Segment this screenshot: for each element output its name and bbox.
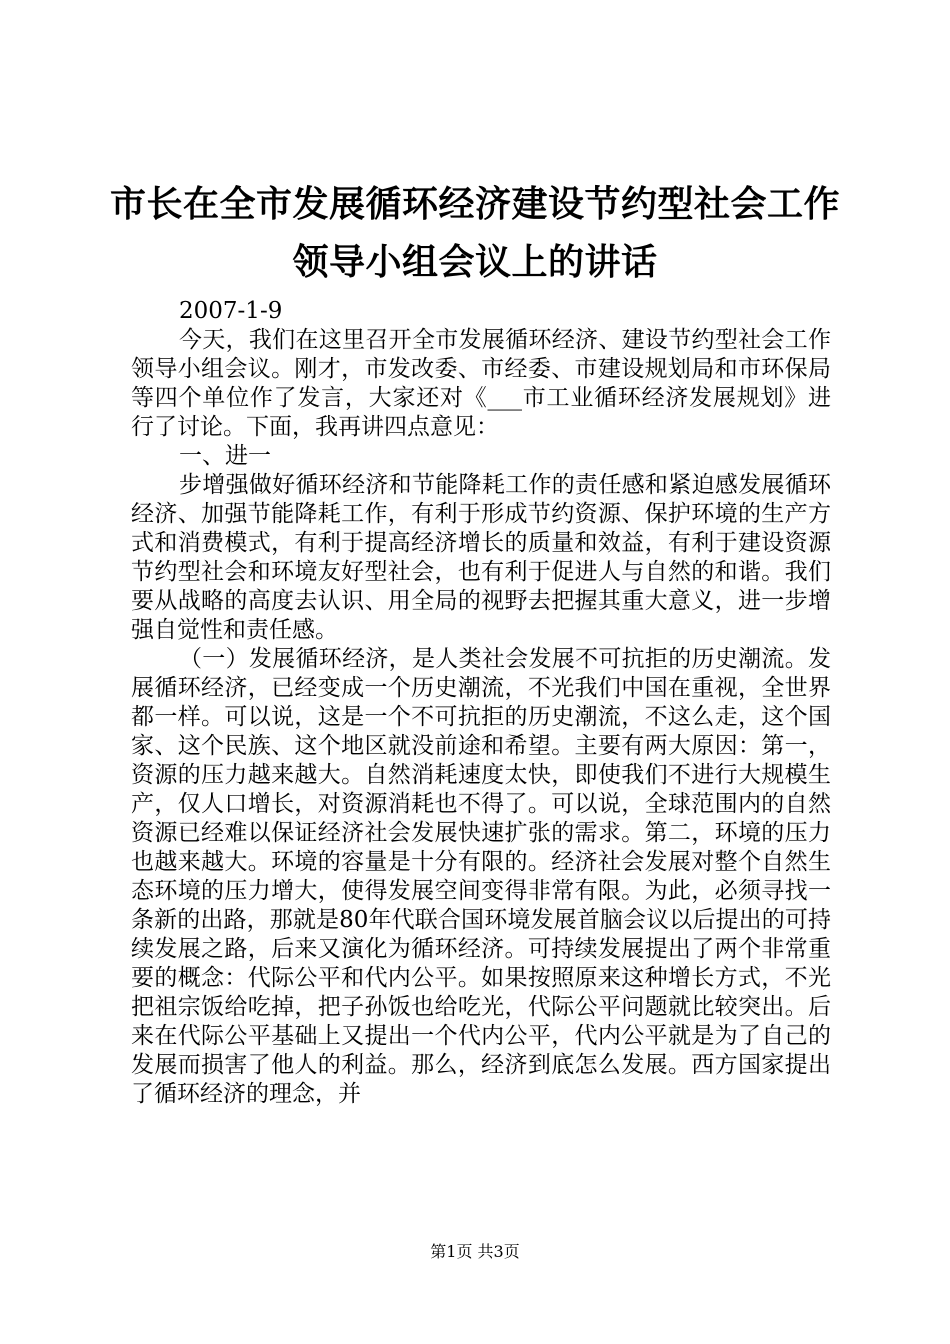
document-title — [110, 176, 840, 292]
document-date: 2007-1-9 — [179, 298, 283, 324]
title-line-1: 市长在全市发展循环经济建设节约型社会工作 — [110, 184, 841, 225]
paragraph: 步增强做好循环经济和节能降耗工作的责任感和紧迫感发展循环经济、加强节能降耗工作，有利于形成节约资源、保护环境的生产方式和消费模式，有利于提高经济增长的质量和效益，有利于建设资源节约型社会和环境友好型社会，也有利于促进人与自然的和谐。我们要从战略的高度去认识、用全局的视野去把握其重大意义，进一步增强自觉性和责任感。 — [131, 472, 831, 643]
page-number: 第1页 共3页 — [430, 1242, 520, 1261]
paragraph: 今天，我们在这里召开全市发展循环经济、建设节约型社会工作领导小组会议。刚才，市发改委、市经委、市建设规划局和市环保局等四个单位作了发言，大家还对《___市工业循环经济发展规划》进行了讨论。下面，我再讲四点意见： — [131, 327, 831, 440]
section-heading: 一、进一 — [179, 443, 271, 469]
page-footer — [0, 1242, 950, 1262]
paragraph: （一）发展循环经济，是人类社会发展不可抗拒的历史潮流。发展循环经济，已经变成一个历史潮流，不光我们中国在重视，全世界都一样。可以说，这是一个不可抗拒的历史潮流，不这么走，这个国家、这个民族、这个地区就没前途和希望。主要有两大原因：第一，资源的压力越来越大。自然消耗速度太快，即使我们不进行大规模生产，仅人口增长，对资源消耗也不得了。可以说，全球范围内的自然资源已经难以保证经济社会发展快速扩张的需求。第二，环境的压力也越来越大。环境的容量是十分有限的。经济社会发展对整个自然生态环境的压力增大，使得发展空间变得非常有限。为此，必须寻找一条新的出路，那就是80年代联合国环境发展首脑会议以后提出的可持续发展之路，后来又演化为循环经济。可持续发展提出了两个非常重要的概念：代际公平和代内公平。如果按照原来这种增长方式，不光把祖宗饭给吃掉，把子孙饭也给吃光，代际公平问题就比较突出。后来在代际公平基础上又提出一个代内公平，代内公平就是为了自己的发展而损害了他人的利益。那么，经济到底怎么发展。西方国家提出了循环经济的理念，并 — [131, 646, 831, 1107]
title-line-2: 领导小组会议上的讲话 — [292, 242, 658, 283]
document-body — [131, 297, 831, 1109]
